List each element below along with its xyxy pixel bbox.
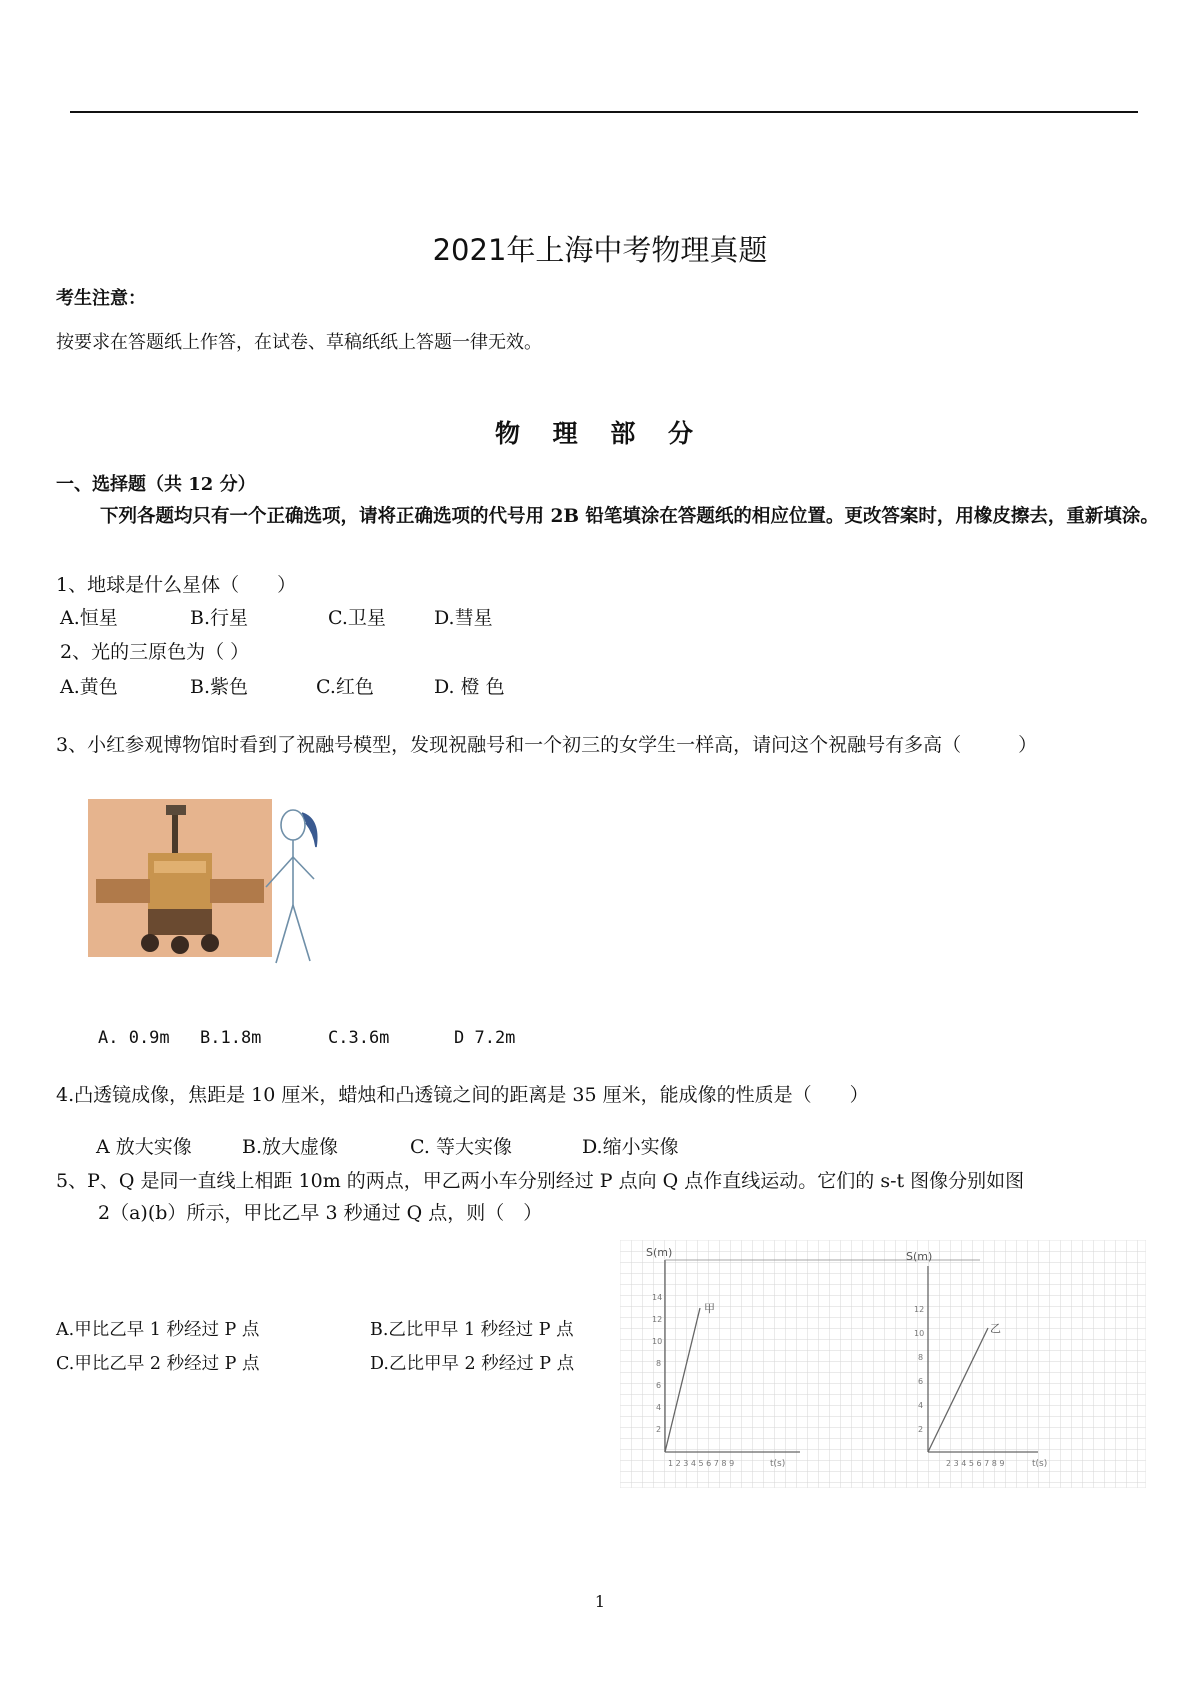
graph-b-ytick: 10 [914, 1329, 925, 1338]
graph-a-xlabel: t(s) [770, 1459, 786, 1469]
graph-a-end-label: 甲 [704, 1302, 715, 1315]
q5-option-b: B.乙比甲早 1 秒经过 P 点 [370, 1320, 574, 1340]
graph-a-ytick: 6 [656, 1381, 662, 1390]
graph-b-xlabel: t(s) [1032, 1459, 1048, 1469]
part-heading: 一、选择题（共 12 分） [56, 474, 256, 495]
q2-option-d: D. 橙 色 [434, 676, 505, 698]
q1-option-c: C.卫星 [328, 607, 386, 629]
notice-text: 按要求在答题纸上作答，在试卷、草稿纸纸上答题一律无效。 [56, 332, 542, 353]
q3-option-d: D 7.2m [454, 1028, 516, 1048]
graph-b-end-label: 乙 [990, 1322, 1001, 1335]
graph-a-ytick: 2 [656, 1425, 662, 1434]
q2-option-c: C.红色 [316, 676, 374, 698]
question-2-stem: 2、光的三原色为（ ） [60, 641, 250, 663]
page-number: 1 [594, 1592, 606, 1611]
q3-option-a: A. 0.9m [98, 1028, 170, 1048]
section-title: 物 理 部 分 [494, 419, 706, 448]
notice-heading: 考生注意： [56, 288, 146, 309]
q4-option-d: D.缩小实像 [582, 1136, 679, 1158]
q5-option-a: A.甲比乙早 1 秒经过 P 点 [56, 1320, 260, 1340]
q3-option-b: B.1.8m [200, 1028, 262, 1048]
graph-b-ytick: 6 [918, 1377, 924, 1386]
q4-option-b: B.放大虚像 [242, 1136, 339, 1158]
graph-a-ytick: 4 [656, 1403, 662, 1412]
question-4-stem: 4.凸透镜成像，焦距是 10 厘米，蜡烛和凸透镜之间的距离是 35 厘米，能成像的性质是（ ） [56, 1084, 869, 1106]
graph-a-ytick: 8 [656, 1359, 662, 1368]
graph-a-ytick: 14 [652, 1293, 663, 1302]
question-3-stem: 3、小红参观博物馆时看到了祝融号模型，发现祝融号和一个初三的女学生一样高，请问这个祝融号有多高（ ） [56, 734, 1038, 756]
graph-a-ytick: 10 [652, 1337, 663, 1346]
q2-option-b: B.紫色 [190, 676, 249, 698]
q5-option-c: C.甲比乙早 2 秒经过 P 点 [56, 1354, 260, 1374]
student-stick-figure [266, 810, 317, 963]
graph-a-ytick: 12 [652, 1315, 663, 1324]
question-5-stem-line-2: 2（a)(b）所示，甲比乙早 3 秒通过 Q 点，则（ ） [98, 1202, 543, 1224]
graph-b-ytick: 8 [918, 1353, 924, 1362]
q3-option-c: C.3.6m [328, 1028, 390, 1048]
page-title: 2021年上海中考物理真题 [432, 233, 768, 267]
graph-a-xticks: 1 2 3 4 5 6 7 8 9 [668, 1459, 735, 1468]
q2-option-a: A.黄色 [60, 676, 118, 698]
question-1-stem: 1、地球是什么星体（ ） [56, 574, 297, 596]
q4-option-c: C. 等大实像 [410, 1136, 512, 1158]
graph-b-ylabel: S(m) [906, 1250, 933, 1263]
q1-option-d: D.彗星 [434, 607, 493, 629]
part-instruction: 下列各题均只有一个正确选项，请将正确选项的代号用 2B 铅笔填涂在答题纸的相应位置。更改答案时，用橡皮擦去，重新填涂。 [100, 506, 1159, 527]
q4-option-a: A 放大实像 [96, 1136, 192, 1158]
graph-b-ytick: 12 [914, 1305, 925, 1314]
rover-and-student-illustration [88, 775, 348, 973]
graph-a-ylabel: S(m) [646, 1246, 673, 1259]
q1-option-b: B.行星 [190, 607, 249, 629]
st-graphs-figure [620, 1240, 1146, 1488]
grid-paper [620, 1240, 1146, 1488]
header-rule [70, 111, 1138, 113]
graph-b-ytick: 4 [918, 1401, 924, 1410]
graph-b-xticks: 2 3 4 5 6 7 8 9 [946, 1459, 1005, 1468]
q5-option-d: D.乙比甲早 2 秒经过 P 点 [370, 1354, 575, 1374]
q1-option-a: A.恒星 [60, 607, 118, 629]
question-5-stem-line-1: 5、P、Q 是同一直线上相距 10m 的两点，甲乙两小车分别经过 P 点向 Q 点作直线运动。它们的 s-t 图像分别如图 [56, 1170, 1025, 1192]
graph-b-ytick: 2 [918, 1425, 924, 1434]
